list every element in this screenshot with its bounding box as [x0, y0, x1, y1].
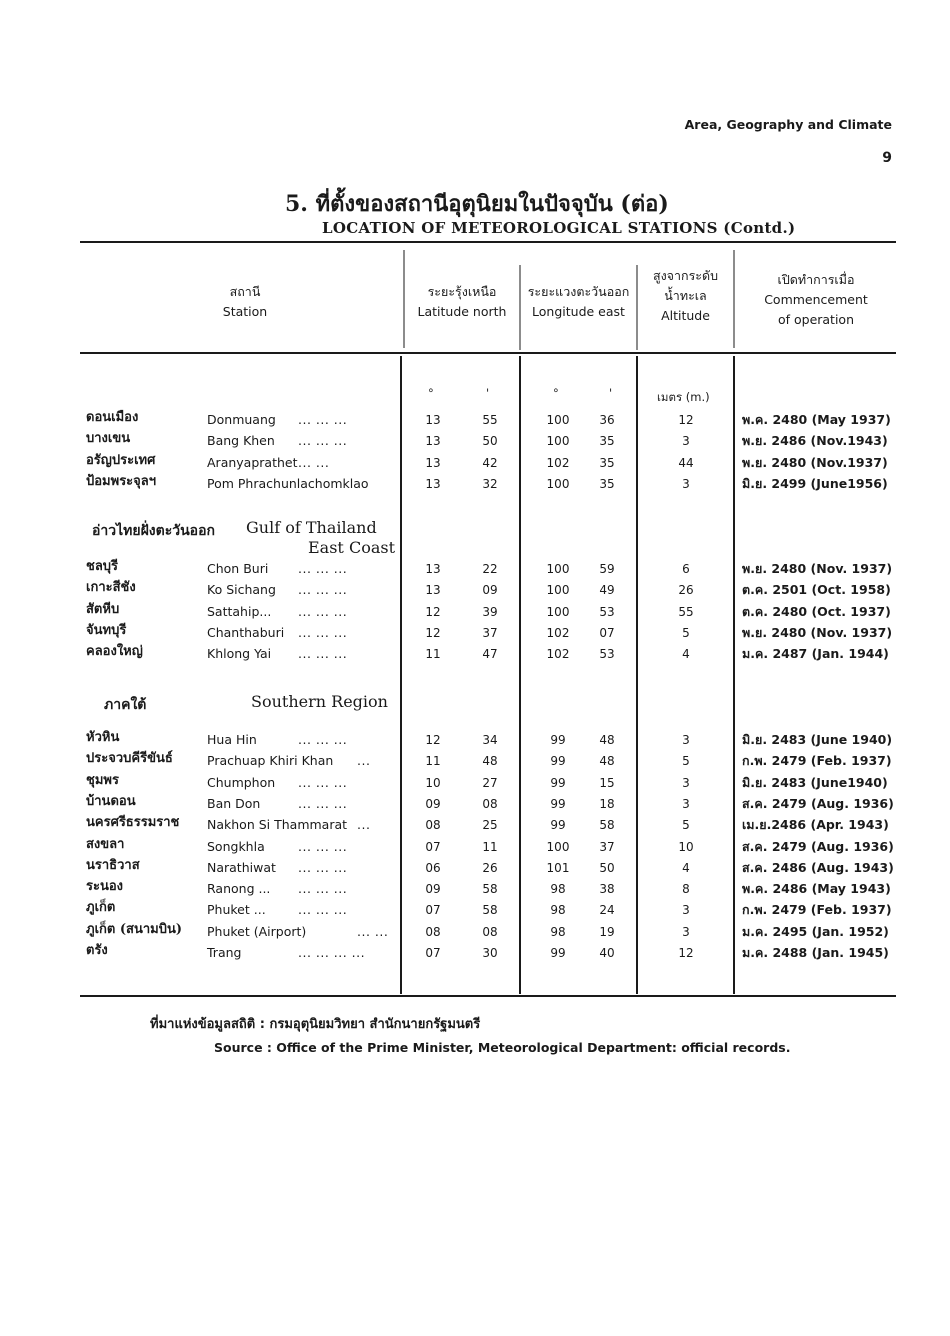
latitude-degrees: 07 [425, 903, 441, 917]
station-name-thai: ระนอง [86, 879, 124, 894]
leader-dots: ... ... ... [298, 582, 348, 597]
commencement-date: ต.ค. 2501 (Oct. 1958) [742, 582, 891, 597]
latitude-degrees: 13 [425, 583, 441, 597]
station-name-thai: นครศรีธรรมราช [86, 815, 180, 830]
table-top-rule [80, 241, 896, 243]
station-name-english: Ko Sichang [207, 582, 276, 597]
station-name-thai: ภูเก็ต [86, 900, 116, 915]
longitude-degrees: 98 [550, 925, 566, 939]
latitude-minutes: 58 [482, 903, 498, 917]
longitude-degrees: 100 [546, 477, 570, 491]
station-name-thai: ป้อมพระจุลฯ [86, 474, 157, 489]
longitude-minutes: 18 [599, 797, 615, 811]
leader-dots: ... ... ... [298, 433, 348, 448]
lon-minute-unit: ' [609, 386, 613, 400]
leader-dots: ... ... ... [298, 412, 348, 427]
header-latitude-th: ระยะรุ้งเหนือ [427, 284, 497, 299]
latitude-minutes: 47 [482, 647, 498, 661]
latitude-degrees: 12 [425, 605, 441, 619]
region-heading-english: Gulf of Thailand [246, 518, 377, 537]
altitude-value: 3 [682, 733, 690, 747]
longitude-degrees: 98 [550, 903, 566, 917]
source-note-english: Source : Office of the Prime Minister, Meteorological Department: official records. [214, 1040, 791, 1055]
leader-dots: ... ... ... [298, 646, 348, 661]
latitude-minutes: 50 [482, 434, 498, 448]
altitude-value: 55 [678, 605, 694, 619]
longitude-minutes: 48 [599, 733, 615, 747]
longitude-degrees: 99 [550, 797, 566, 811]
commencement-date: พ.ย. 2480 (Nov.1937) [742, 455, 888, 470]
latitude-degrees: 13 [425, 456, 441, 470]
station-name-english: Pom Phrachunlachomklao [207, 476, 369, 491]
longitude-col-border [636, 356, 638, 994]
commencement-date: พ.ค. 2486 (May 1943) [742, 881, 891, 896]
station-name-english: Khlong Yai [207, 646, 272, 661]
latitude-minutes: 55 [482, 413, 498, 427]
latitude-minutes: 30 [482, 946, 498, 960]
latitude-degrees: 06 [425, 861, 441, 875]
commencement-date: พ.ย. 2486 (Nov.1943) [742, 433, 888, 448]
header-latitude-en: Latitude north [417, 304, 507, 319]
altitude-col-border [733, 356, 735, 994]
latitude-minutes: 34 [482, 733, 498, 747]
longitude-minutes: 53 [599, 647, 615, 661]
station-name-english: Chumphon [207, 775, 276, 790]
leader-dots: ... ... ... [298, 775, 348, 790]
latitude-minutes: 25 [482, 818, 498, 832]
altitude-value: 8 [682, 882, 690, 896]
table-bottom-rule [80, 995, 896, 997]
altitude-unit: เมตร (m.) [657, 390, 710, 404]
longitude-minutes: 48 [599, 754, 615, 768]
latitude-degrees: 12 [425, 733, 441, 747]
commencement-date: ก.พ. 2479 (Feb. 1937) [742, 902, 892, 917]
longitude-degrees: 102 [546, 456, 570, 470]
commencement-date: เม.ย.2486 (Apr. 1943) [742, 817, 889, 832]
longitude-minutes: 37 [599, 840, 615, 854]
lat-degree-unit: ° [428, 386, 434, 400]
longitude-minutes: 59 [599, 562, 615, 576]
region-heading-english-line2: East Coast [308, 538, 395, 557]
leader-dots: ... ... ... ... [298, 945, 366, 960]
station-name-english: Sattahip... [207, 604, 272, 619]
header-commencement-th: เปิดทำการเมื่อ [777, 272, 855, 287]
page-number: 9 [882, 150, 892, 166]
station-name-english: Bang Khen [207, 433, 275, 448]
header-commencement [740, 270, 892, 330]
station-name-english: Chanthaburi [207, 625, 285, 640]
station-name-thai: ชลบุรี [86, 559, 119, 574]
header-col-sep [733, 250, 735, 348]
latitude-minutes: 27 [482, 776, 498, 790]
commencement-date: มิ.ย. 2499 (June1956) [742, 476, 888, 491]
commencement-date: พ.ย. 2480 (Nov. 1937) [742, 625, 893, 640]
header-station-th: สถานี [229, 284, 261, 299]
header-commencement-en1: Commencement [764, 292, 868, 307]
leader-dots: ... ... ... [298, 796, 348, 811]
header-altitude-th1: สูงจากระดับ [652, 268, 719, 283]
altitude-value: 5 [682, 818, 690, 832]
latitude-degrees: 13 [425, 434, 441, 448]
station-name-english: Songkhla [207, 839, 265, 854]
latitude-degrees: 07 [425, 946, 441, 960]
leader-dots: ... ... [357, 924, 389, 939]
commencement-date: ม.ค. 2495 (Jan. 1952) [742, 924, 889, 939]
region-heading-thai: ภาคใต้ [104, 697, 147, 713]
latitude-degrees: 07 [425, 840, 441, 854]
longitude-minutes: 53 [599, 605, 615, 619]
longitude-minutes: 15 [599, 776, 615, 790]
altitude-value: 4 [682, 861, 690, 875]
station-name-thai: ดอนเมือง [86, 410, 139, 425]
station-name-thai: ภูเก็ต (สนามบิน) [86, 922, 182, 937]
station-name-english: Phuket (Airport) [207, 924, 307, 939]
station-name-thai: ประจวบคีรีขันธ์ [86, 751, 173, 766]
longitude-degrees: 99 [550, 733, 566, 747]
latitude-degrees: 09 [425, 882, 441, 896]
commencement-date: ม.ค. 2487 (Jan. 1944) [742, 646, 889, 661]
leader-dots: ... ... ... [298, 839, 348, 854]
longitude-degrees: 100 [546, 413, 570, 427]
latitude-degrees: 08 [425, 925, 441, 939]
altitude-value: 5 [682, 626, 690, 640]
altitude-value: 3 [682, 797, 690, 811]
commencement-date: มิ.ย. 2483 (June 1940) [742, 732, 893, 747]
altitude-value: 3 [682, 477, 690, 491]
station-name-thai: คลองใหญ่ [86, 644, 143, 659]
station-name-english: Nakhon Si Thammarat [207, 817, 348, 832]
longitude-degrees: 100 [546, 434, 570, 448]
longitude-degrees: 100 [546, 583, 570, 597]
station-name-thai: บางเขน [86, 431, 131, 446]
header-longitude-th: ระยะแวงตะวันออก [527, 284, 630, 299]
header-bottom-rule [80, 352, 896, 354]
region-heading-english: Southern Region [251, 692, 388, 711]
longitude-minutes: 49 [599, 583, 615, 597]
commencement-date: ส.ค. 2479 (Aug. 1936) [742, 839, 894, 854]
commencement-date: พ.ค. 2480 (May 1937) [742, 412, 891, 427]
table-title-thai: 5. ที่ตั้งของสถานีอุตุนิยมในปัจจุบัน (ต่อ) [285, 191, 669, 217]
longitude-degrees: 100 [546, 840, 570, 854]
header-longitude-en: Longitude east [532, 304, 625, 319]
station-name-thai: สงขลา [86, 837, 125, 852]
commencement-date: มิ.ย. 2483 (June1940) [742, 775, 888, 790]
longitude-degrees: 99 [550, 946, 566, 960]
altitude-value: 3 [682, 903, 690, 917]
altitude-value: 12 [678, 413, 694, 427]
altitude-value: 3 [682, 925, 690, 939]
header-latitude [405, 282, 519, 322]
leader-dots: ... [357, 817, 371, 832]
station-name-english: Ban Don [207, 796, 261, 811]
station-name-english: Hua Hin [207, 732, 257, 747]
longitude-degrees: 102 [546, 647, 570, 661]
longitude-minutes: 19 [599, 925, 615, 939]
station-name-thai: เกาะสีชัง [86, 580, 136, 595]
commencement-date: ต.ค. 2480 (Oct. 1937) [742, 604, 891, 619]
commencement-date: พ.ย. 2480 (Nov. 1937) [742, 561, 893, 576]
leader-dots: ... ... [298, 455, 330, 470]
latitude-degrees: 10 [425, 776, 441, 790]
latitude-minutes: 32 [482, 477, 498, 491]
longitude-minutes: 58 [599, 818, 615, 832]
altitude-value: 4 [682, 647, 690, 661]
longitude-minutes: 35 [599, 434, 615, 448]
longitude-minutes: 38 [599, 882, 615, 896]
region-heading-thai: อ่าวไทยฝั่งตะวันออก [92, 523, 215, 539]
latitude-degrees: 09 [425, 797, 441, 811]
latitude-minutes: 42 [482, 456, 498, 470]
leader-dots: ... ... ... [298, 860, 348, 875]
latitude-minutes: 11 [482, 840, 498, 854]
source-note-thai: ที่มาแห่งข้อมูลสถิติ : กรมอุตุนิยมวิทยา สำนักนายกรัฐมนตรี [150, 1017, 481, 1032]
altitude-value: 5 [682, 754, 690, 768]
altitude-value: 44 [678, 456, 694, 470]
longitude-minutes: 36 [599, 413, 615, 427]
station-name-thai: ตรัง [86, 943, 108, 958]
latitude-minutes: 08 [482, 925, 498, 939]
longitude-minutes: 24 [599, 903, 615, 917]
latitude-minutes: 22 [482, 562, 498, 576]
latitude-minutes: 58 [482, 882, 498, 896]
longitude-minutes: 40 [599, 946, 615, 960]
latitude-col-border [519, 356, 521, 994]
station-name-thai: ชุมพร [86, 773, 119, 788]
longitude-degrees: 99 [550, 754, 566, 768]
latitude-degrees: 12 [425, 626, 441, 640]
leader-dots: ... ... ... [298, 881, 348, 896]
header-altitude-th2: น้ำทะเล [664, 288, 707, 303]
station-name-english: Chon Buri [207, 561, 269, 576]
header-station [180, 282, 310, 322]
longitude-degrees: 101 [546, 861, 570, 875]
longitude-degrees: 98 [550, 882, 566, 896]
commencement-date: ส.ค. 2486 (Aug. 1943) [742, 860, 894, 875]
leader-dots: ... ... ... [298, 625, 348, 640]
commencement-date: ม.ค. 2488 (Jan. 1945) [742, 945, 889, 960]
station-name-english: Ranong ... [207, 881, 271, 896]
altitude-value: 3 [682, 776, 690, 790]
station-name-thai: นราธิวาส [86, 858, 140, 873]
table-title-english: LOCATION OF METEOROLOGICAL STATIONS (Contd.) [322, 219, 796, 237]
lat-minute-unit: ' [486, 386, 490, 400]
latitude-degrees: 13 [425, 477, 441, 491]
station-name-english: Trang [207, 945, 242, 960]
leader-dots: ... ... ... [298, 902, 348, 917]
altitude-value: 12 [678, 946, 694, 960]
header-altitude-en: Altitude [661, 308, 710, 323]
header-longitude [521, 282, 636, 322]
longitude-degrees: 99 [550, 776, 566, 790]
station-name-english: Donmuang [207, 412, 276, 427]
leader-dots: ... ... ... [298, 732, 348, 747]
longitude-degrees: 100 [546, 605, 570, 619]
commencement-date: ส.ค. 2479 (Aug. 1936) [742, 796, 894, 811]
latitude-minutes: 08 [482, 797, 498, 811]
station-name-thai: บ้านดอน [86, 794, 136, 809]
latitude-minutes: 09 [482, 583, 498, 597]
latitude-minutes: 39 [482, 605, 498, 619]
station-name-english: Prachuap Khiri Khan [207, 753, 334, 768]
longitude-degrees: 102 [546, 626, 570, 640]
station-name-thai: จันทบุรี [86, 623, 127, 638]
longitude-degrees: 99 [550, 818, 566, 832]
station-col-border [400, 356, 402, 994]
altitude-value: 3 [682, 434, 690, 448]
header-commencement-en2: of operation [777, 312, 855, 327]
station-name-thai: อรัญประเทศ [86, 453, 156, 468]
longitude-minutes: 35 [599, 477, 615, 491]
station-name-english: Aranyaprathet [207, 455, 298, 470]
header-altitude [638, 266, 733, 326]
altitude-value: 10 [678, 840, 694, 854]
latitude-minutes: 37 [482, 626, 498, 640]
latitude-degrees: 08 [425, 818, 441, 832]
latitude-degrees: 11 [425, 647, 441, 661]
longitude-degrees: 100 [546, 562, 570, 576]
latitude-minutes: 48 [482, 754, 498, 768]
station-name-thai: หัวหิน [86, 730, 120, 745]
latitude-degrees: 13 [425, 562, 441, 576]
leader-dots: ... [357, 753, 371, 768]
leader-dots: ... ... ... [298, 604, 348, 619]
longitude-minutes: 35 [599, 456, 615, 470]
leader-dots: ... ... ... [298, 561, 348, 576]
latitude-degrees: 11 [425, 754, 441, 768]
longitude-minutes: 50 [599, 861, 615, 875]
running-head: Area, Geography and Climate [684, 117, 892, 132]
station-name-english: Phuket ... [207, 902, 266, 917]
station-name-thai: สัตหีบ [86, 602, 120, 617]
header-station-en: Station [222, 304, 268, 319]
altitude-value: 26 [678, 583, 694, 597]
station-name-english: Narathiwat [207, 860, 276, 875]
lon-degree-unit: ° [553, 386, 559, 400]
longitude-minutes: 07 [599, 626, 615, 640]
altitude-value: 6 [682, 562, 690, 576]
latitude-degrees: 13 [425, 413, 441, 427]
latitude-minutes: 26 [482, 861, 498, 875]
commencement-date: ก.พ. 2479 (Feb. 1937) [742, 753, 892, 768]
